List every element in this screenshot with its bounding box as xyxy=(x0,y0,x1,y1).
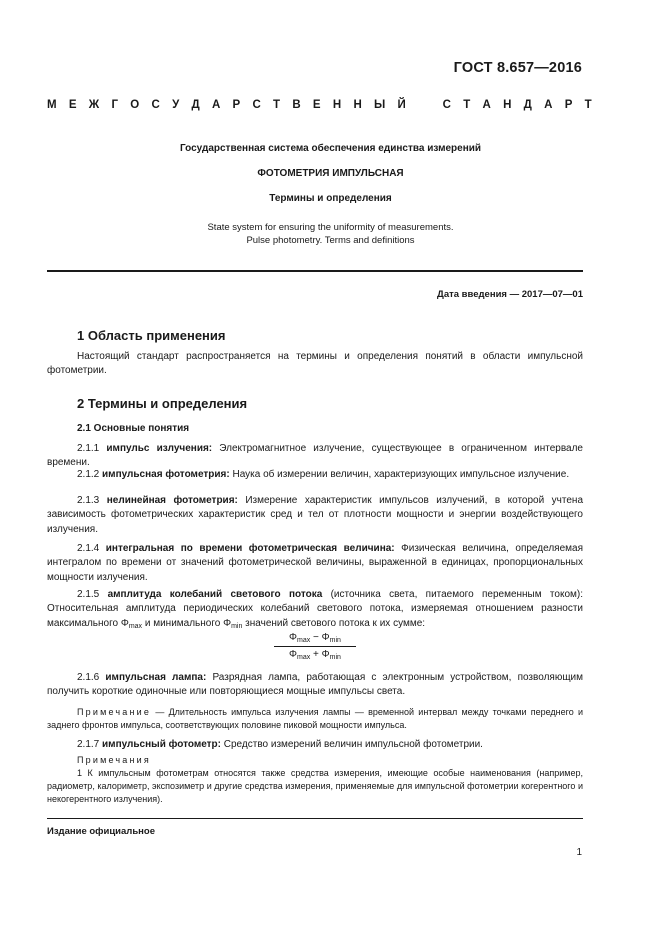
banner-letter: Р xyxy=(564,99,573,111)
title-divider xyxy=(47,270,583,272)
section-2-1-heading: 2.1 Основные понятия xyxy=(77,423,190,434)
footer-divider xyxy=(47,818,583,819)
page-number: 1 xyxy=(576,847,582,858)
banner-letter: Д xyxy=(191,99,200,111)
banner-letter: У xyxy=(172,99,180,111)
banner-letter: В xyxy=(292,99,301,111)
system-title: Государственная система обеспечения единства измерений xyxy=(179,143,482,154)
banner-letter: Т xyxy=(273,99,281,111)
standard-number: ГОСТ 8.657—2016 xyxy=(453,60,582,76)
notes-2-1-7-label: Примечания xyxy=(77,755,151,765)
banner-letter: Ж xyxy=(88,99,100,111)
interstate-standard-banner xyxy=(47,99,592,111)
banner-letter: О xyxy=(130,99,140,111)
banner-letter: Т xyxy=(584,99,592,111)
banner-letter: Н xyxy=(353,99,362,111)
introduction-date: Дата введения — 2017—07—01 xyxy=(437,289,583,300)
term-2-1-3: 2.1.3 нелинейная фотометрия: Измерение характеристик импульсов излучений, в которой учтена зависимость фотометрических характеристик сред и тел от плотности мощности и энергии воздействующего излучения. xyxy=(47,495,584,535)
banner-letter: Н xyxy=(332,99,342,111)
official-edition-label: Издание официальное xyxy=(47,826,155,837)
banner-letter: Е xyxy=(312,99,321,111)
term-2-1-4: 2.1.4 интегральная по времени фотометрическая величина: Физическая величина, определяемая интегралом по времени от значений фотометрической величины, выраженной в единицах, пропорциональных мощности излучения. xyxy=(47,543,584,583)
banner-letter: А xyxy=(482,99,491,111)
term-2-1-1: 2.1.1 импульс излучения: Электромагнитное излучение, существующее в ограниченном интервале времени. xyxy=(47,443,583,469)
term-2-1-2: 2.1.2 импульсная фотометрия: Наука об измерении величин, характеризующих импульсное излучение. xyxy=(77,469,570,480)
english-title-line-2: Pulse photometry. Terms and definitions xyxy=(246,235,415,246)
document-subtitle: Термины и определения xyxy=(269,193,392,204)
banner-letter: Г xyxy=(111,99,118,111)
banner-letter: А xyxy=(211,99,221,111)
banner-letter: Й xyxy=(397,99,406,111)
banner-letter: Ы xyxy=(374,99,386,111)
banner-letter: Т xyxy=(463,99,471,111)
note-2-1-6: Примечание — Длительность импульса излучения лампы — временной интервал между точками переднего и заднего фронтов импульса, соответствующих половине пиковой мощности импульса. xyxy=(47,707,583,730)
document-title: ФОТОМЕТРИЯ ИМПУЛЬСНАЯ xyxy=(257,168,404,179)
banner-letter: А xyxy=(544,99,553,111)
banner-letter: С xyxy=(151,99,160,111)
section-2-heading: 2 Термины и определения xyxy=(77,396,248,411)
banner-letter: Е xyxy=(68,99,77,111)
banner-letter: М xyxy=(47,99,57,111)
formula-numerator: $\Phi_{max} - \Phi_{min}$ xyxy=(289,632,341,644)
banner-letter: Д xyxy=(523,99,532,111)
term-2-1-7: 2.1.7 импульсный фотометр: Средство измерений величин импульсной фотометрии. xyxy=(77,739,483,750)
notes-2-1-7-text: 1 К импульсным фотометрам относятся также средства измерения, имеющие особые наименования (например, радиометр, калориметр, экспозиметр и другие средства измерения, применяемые для импульсной фотометрии когерентного и некогерентного излучения). xyxy=(47,768,583,804)
banner-letter: С xyxy=(252,99,261,111)
banner-letter: Н xyxy=(503,99,512,111)
term-2-1-6: 2.1.6 импульсная лампа: Разрядная лампа, работающая с электронным устройством, позволяющим получить короткие одиночные или повторяющиеся мощные импульсы света. xyxy=(47,672,584,698)
section-1-heading: 1 Область применения xyxy=(77,328,226,343)
term-2-1-5: 2.1.5 амплитуда колебаний светового потока (источника света, питаемого переменным током): Относительная амплитуда периодических колебаний светового потока, измеряемая отношением разности максимального $\Phi_{max}$ и минимального $\Phi_{min}$ значений светового потока к их сумме: xyxy=(47,589,583,630)
english-title-line-1: State system for ensuring the uniformity of measurements. xyxy=(207,222,454,233)
section-1-text: Настоящий стандарт распространяется на термины и определения понятий в области импульсной фотометрии. xyxy=(47,351,583,377)
formula-denominator: $\Phi_{max} + \Phi_{min}$ xyxy=(289,649,341,661)
banner-letter: С xyxy=(442,99,451,111)
amplitude-formula xyxy=(270,632,360,661)
banner-letter: Р xyxy=(232,99,241,111)
